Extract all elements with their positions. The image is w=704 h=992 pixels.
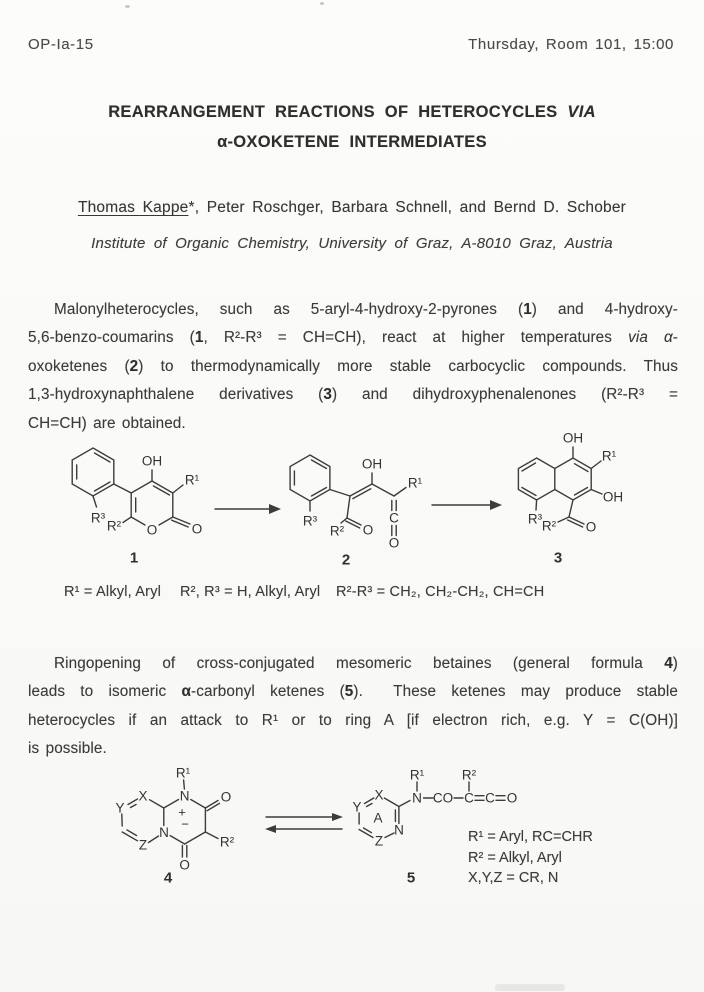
title-line-2 (0, 127, 704, 157)
substituent-label: R² (106, 518, 122, 534)
hydroxy-label: OH (361, 456, 383, 472)
substituent-label: R¹ (184, 472, 200, 488)
substituent-label: R¹ (407, 475, 423, 491)
structure-3-naphthalene (505, 425, 685, 575)
text-line: CH=CH) are obtained. (28, 414, 186, 432)
ring-nitrogen-label: N (159, 825, 169, 840)
structure-2-oxoketene (282, 434, 442, 579)
chain-carbon-label: C (464, 790, 474, 806)
hetero-atom-label: X (138, 788, 148, 804)
substituent-label: R¹ (175, 765, 191, 781)
r-group-definition: R¹ = Alkyl, Aryl (64, 584, 162, 600)
text-line: 5,6-benzo-coumarins (1, R²-R³ = CH=CH), react at higher temperatures via α- (28, 329, 678, 347)
ring-a-label: A (373, 810, 383, 826)
text-line: leads to isomeric α-carbonyl ketenes (5). These ketenes may produce stable (28, 683, 678, 701)
compound-number: 1 (129, 549, 139, 567)
text-line: Ringopening of cross-conjugated mesomeric betaines (general formula 4) (54, 655, 678, 672)
scan-artifact (320, 2, 324, 5)
text-line: is possible. (28, 740, 107, 758)
paragraph-2 (28, 650, 678, 764)
compound-number: 4 (163, 869, 173, 887)
text-line: heterocycles if an attack to R¹ or to ring A [if electron rich, e.g. Y = C(OH)] (28, 711, 678, 729)
substituent-label: R² (219, 834, 235, 850)
authors-rest: *, Peter Roschger, Barbara Schnell, and Bernd D. Schober (188, 199, 627, 216)
author-presenting: Thomas Kappe (77, 199, 189, 216)
hetero-atom-label: X (374, 787, 384, 803)
scan-artifact (495, 984, 565, 991)
ring-nitrogen-label: N (179, 788, 190, 804)
ketene-oxygen-label: O (388, 535, 400, 551)
r-group-definition: R¹ = Aryl, RC=CHR (468, 829, 593, 845)
r-group-definition: R², R³ = H, Alkyl, Aryl (180, 584, 321, 600)
text-line: Malonylheterocycles, such as 5-aryl-4-hydroxy-2-pyrones (1) and 4-hydroxy- (54, 301, 678, 318)
ketene-oxygen-label: O (506, 790, 518, 806)
affiliation: Institute of Organic Chemistry, University of Graz, A-8010 Graz, Austria (91, 235, 613, 252)
r-group-definition: R²-R³ = CH₂, CH₂-CH₂, CH=CH (336, 584, 545, 600)
carbonyl-oxygen-label: O (191, 521, 203, 537)
title-text: REARRANGEMENT REACTIONS OF HETEROCYCLES (108, 103, 558, 121)
plus-charge: + (178, 804, 186, 820)
r-group-definition: R² = Alkyl, Aryl (468, 849, 562, 866)
equilibrium-arrows-icon (262, 810, 347, 836)
substituent-label: R³ (302, 513, 318, 529)
hydroxy-label: OH (141, 453, 163, 469)
title-via-italic: VIA (567, 103, 596, 121)
ring-nitrogen-label: N (394, 822, 404, 838)
amide-nitrogen-label: N (412, 790, 422, 806)
r-group-definitions (468, 827, 593, 889)
substituent-label: R¹ (409, 767, 425, 783)
paragraph-1 (28, 296, 678, 438)
carbonyl-oxygen-label: O (220, 789, 232, 805)
scan-artifact (125, 5, 130, 8)
substituent-label: R² (461, 767, 477, 783)
ketene-carbon-label: C (485, 790, 495, 806)
substituent-label: R¹ (601, 448, 617, 464)
reaction-arrow-icon (213, 500, 283, 518)
compound-number: 2 (341, 551, 351, 569)
hetero-atom-label: Z (138, 837, 148, 853)
session-code: OP-Ia-15 (28, 36, 94, 53)
minus-charge: − (181, 816, 189, 832)
hetero-atom-label: Y (352, 799, 362, 815)
reaction-arrow-icon (430, 496, 505, 514)
r-group-definition: X,Y,Z = CR, N (468, 870, 559, 886)
substituent-label: R² (329, 523, 345, 539)
substituent-label: R³ (90, 510, 106, 526)
carbonyl-oxygen-label: O (362, 522, 374, 538)
substituent-label: R³ (527, 511, 543, 527)
title-line-1 (0, 97, 704, 127)
hydroxy-label: OH (602, 489, 624, 505)
hetero-atom-label: Z (374, 833, 384, 849)
text-line: 1,3-hydroxynaphthalene derivatives (3) and dihydroxyphenalenones (R²-R³ = (28, 386, 678, 404)
substituent-label: R² (541, 518, 557, 534)
carbonyl-group-label: CO (432, 790, 454, 806)
hetero-atom-label: Y (115, 800, 125, 816)
structure-4-betaine (95, 760, 275, 895)
text-line: oxoketenes (2) to thermodynamically more stable carbocyclic compounds. Thus (28, 357, 678, 375)
session-schedule: Thursday, Room 101, 15:00 (468, 36, 674, 53)
paper-title (0, 97, 704, 157)
hydroxy-label: OH (562, 430, 584, 446)
title-text: α-OXOKETENE INTERMEDIATES (217, 133, 487, 151)
ring-oxygen-label: O (146, 522, 158, 538)
compound-number: 3 (553, 549, 563, 567)
carbonyl-oxygen-label: O (585, 519, 597, 535)
compound-number: 5 (406, 869, 416, 887)
carbonyl-oxygen-label: O (179, 857, 190, 873)
ketene-carbon-label: C (389, 510, 399, 526)
authors-line (0, 199, 704, 217)
